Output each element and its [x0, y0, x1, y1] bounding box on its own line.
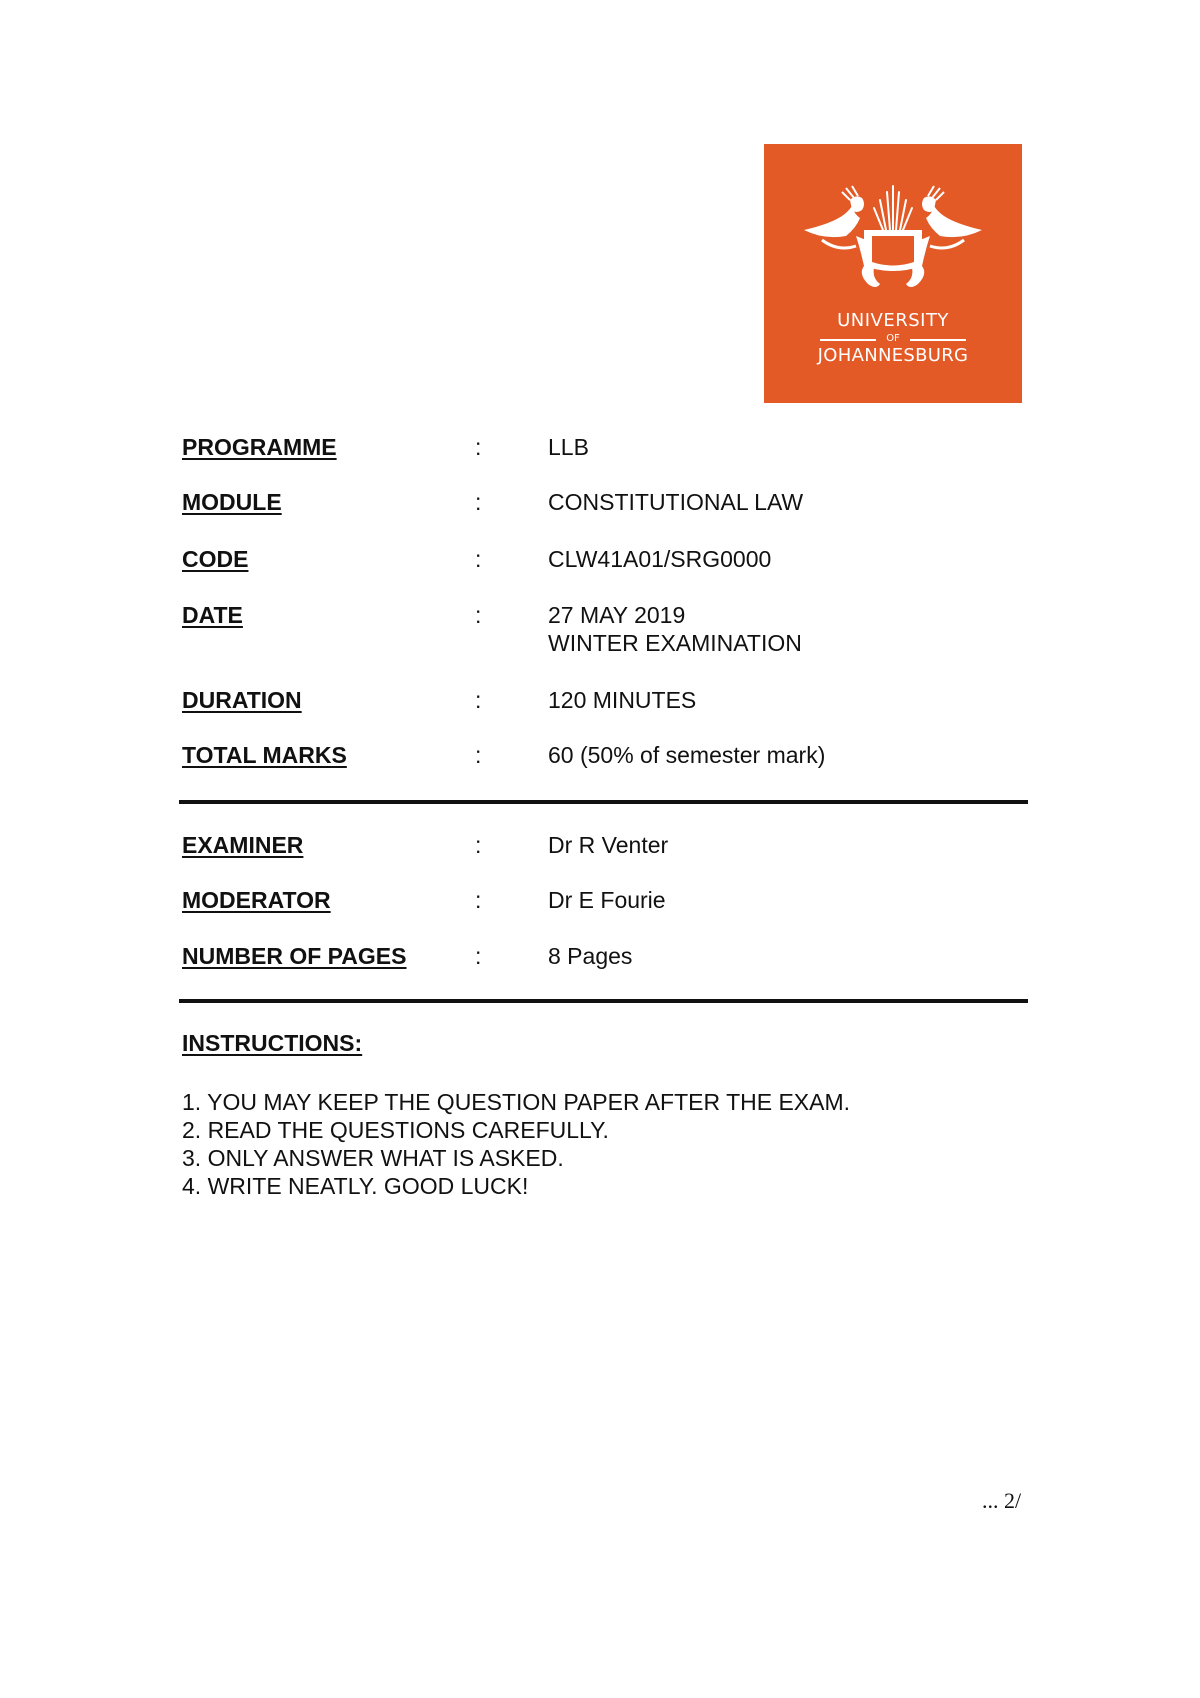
field-value: 120 MINUTES — [548, 687, 697, 713]
field-colon: : — [475, 943, 482, 969]
field-label: CODE — [182, 546, 249, 572]
instruction-item: 3. ONLY ANSWER WHAT IS ASKED. — [182, 1145, 564, 1171]
instructions-title: INSTRUCTIONS: — [182, 1030, 363, 1056]
field-value: 60 (50% of semester mark) — [548, 742, 826, 768]
field-value: LLB — [548, 434, 589, 460]
field-label: MODERATOR — [182, 887, 331, 913]
divider — [179, 800, 1028, 804]
logo-rule-right — [910, 339, 966, 341]
field-value: 27 MAY 2019 — [548, 602, 686, 628]
instructions-list — [182, 1088, 850, 1200]
field-label: MODULE — [182, 489, 282, 515]
page-continuation: ... 2/ — [982, 1488, 1022, 1513]
field-label: PROGRAMME — [182, 434, 337, 460]
instruction-item: 2. READ THE QUESTIONS CAREFULLY. — [182, 1117, 609, 1143]
logo-text-johannesburg: JOHANNESBURG — [817, 345, 969, 366]
field-colon: : — [475, 546, 482, 572]
field-label: DURATION — [182, 687, 302, 713]
field-value: CONSTITUTIONAL LAW — [548, 489, 804, 515]
field-value: CLW41A01/SRG0000 — [548, 546, 772, 572]
field-colon: : — [475, 687, 482, 713]
divider — [179, 999, 1028, 1003]
field-value: 8 Pages — [548, 943, 633, 969]
instruction-item: 4. WRITE NEATLY. GOOD LUCK! — [182, 1173, 529, 1199]
university-logo — [764, 144, 1022, 403]
field-label: NUMBER OF PAGES — [182, 943, 407, 969]
field-colon: : — [475, 742, 482, 768]
field-colon: : — [475, 887, 482, 913]
field-label: TOTAL MARKS — [182, 742, 347, 768]
field-colon: : — [475, 832, 482, 858]
field-value-secondary: WINTER EXAMINATION — [548, 630, 802, 656]
field-colon: : — [475, 489, 482, 515]
field-colon: : — [475, 434, 482, 460]
instruction-item: 1. YOU MAY KEEP THE QUESTION PAPER AFTER THE EXAM. — [182, 1089, 851, 1115]
field-label: EXAMINER — [182, 832, 304, 858]
logo-text-university: UNIVERSITY — [837, 310, 949, 331]
field-value: Dr E Fourie — [548, 887, 666, 913]
field-colon: : — [475, 602, 482, 628]
field-label: DATE — [182, 602, 243, 628]
logo-text-of: OF — [886, 333, 900, 344]
field-value: Dr R Venter — [548, 832, 669, 858]
